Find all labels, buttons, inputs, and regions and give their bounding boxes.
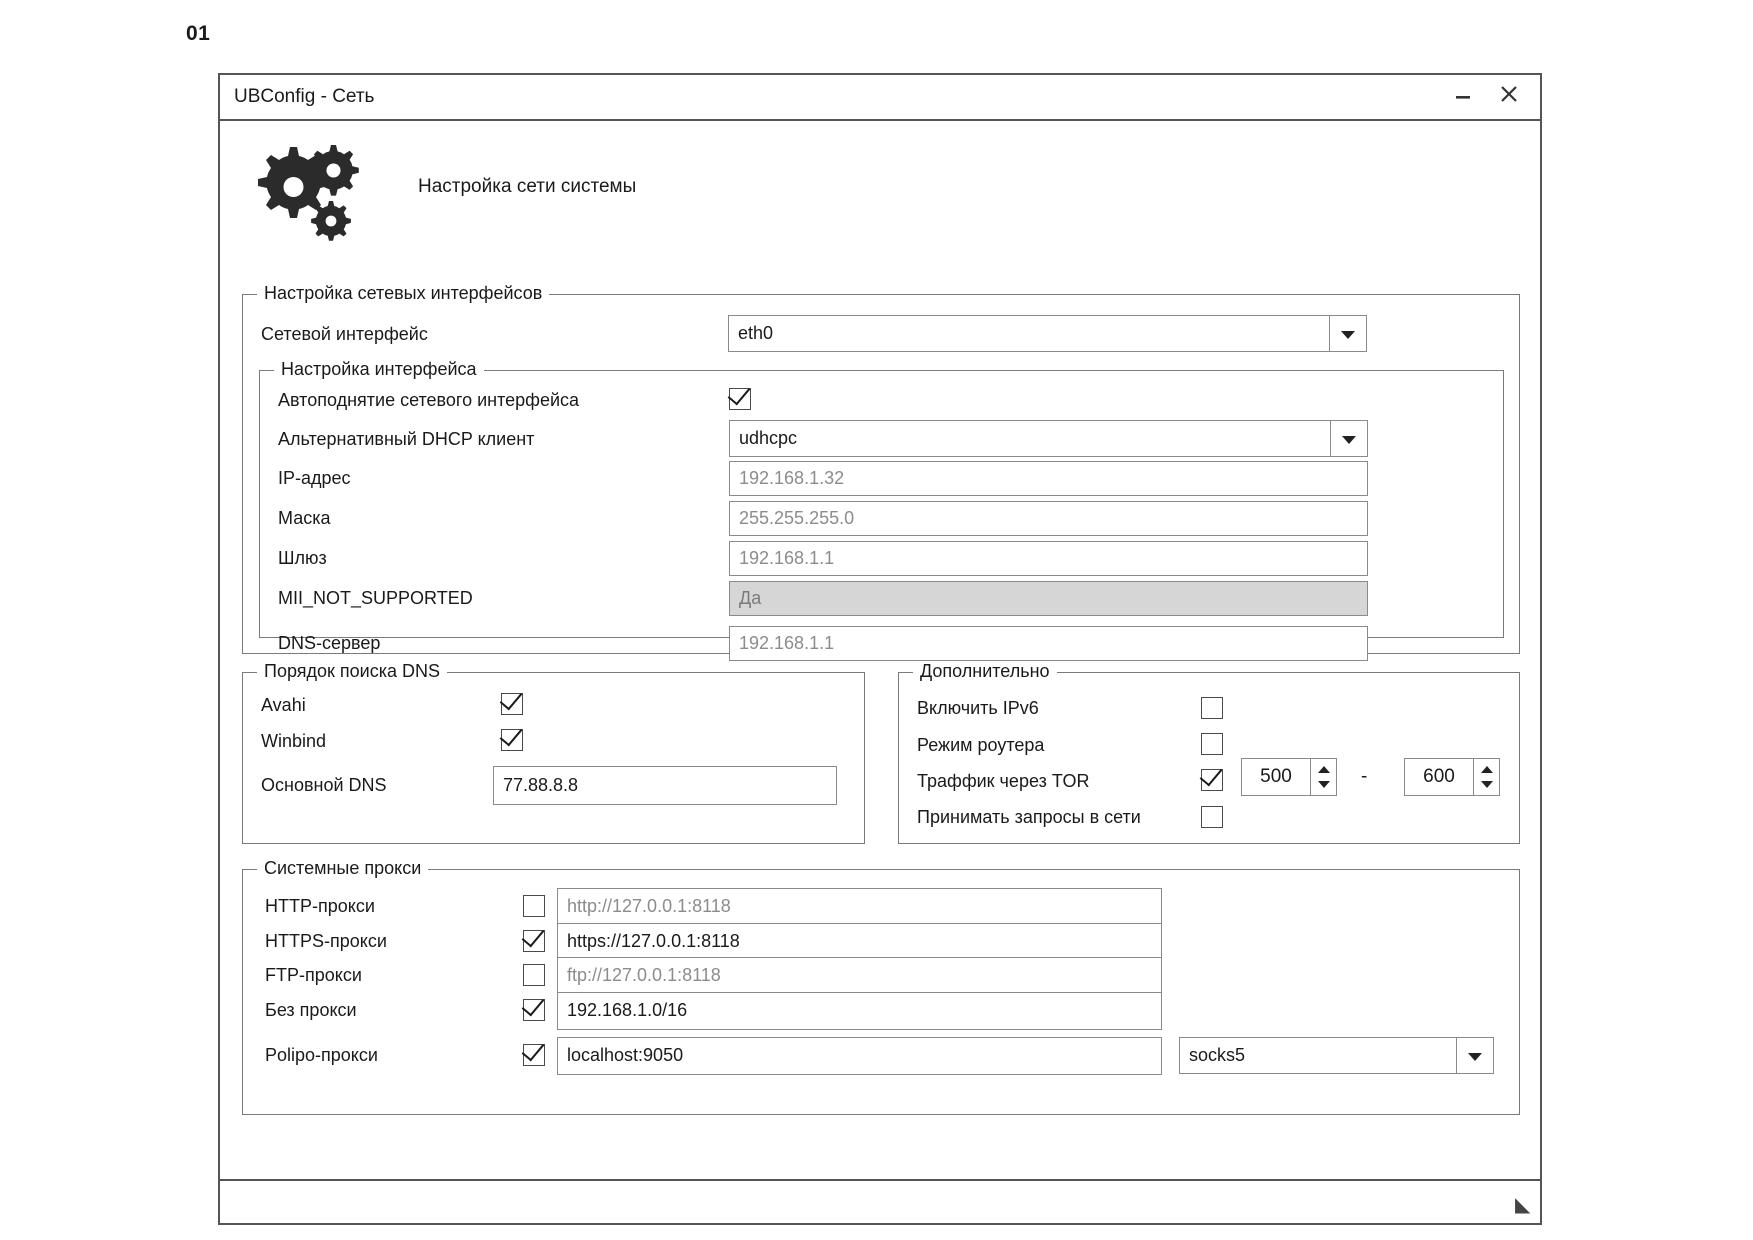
input-ftp-proxy[interactable]: ftp://127.0.0.1:8118 (557, 957, 1162, 995)
group-network-interfaces-legend: Настройка сетевых интерфейсов (257, 283, 549, 304)
label-tor-traffic: Траффик через TOR (917, 771, 1090, 791)
checkbox-avahi[interactable] (501, 693, 523, 715)
label-mask: Маска (278, 508, 331, 528)
title-bar (220, 75, 1540, 121)
combo-network-interface-value: eth0 (738, 323, 774, 343)
label-gateway: Шлюз (278, 548, 327, 568)
label-no-proxy: Без прокси (265, 1000, 357, 1020)
spinner-tor-port-from-value: 500 (1260, 766, 1292, 787)
status-bar (220, 1179, 1540, 1223)
combo-dhcp-client-value: udhcpc (739, 428, 798, 448)
spinner-tor-port-to[interactable] (1404, 758, 1500, 796)
group-additional (898, 661, 1520, 844)
input-https-proxy[interactable]: https://127.0.0.1:8118 (557, 923, 1162, 961)
checkbox-http-proxy[interactable] (523, 895, 545, 917)
close-icon[interactable] (1494, 83, 1524, 113)
label-accept-requests: Принимать запросы в сети (917, 807, 1141, 827)
group-network-interfaces (242, 283, 1520, 654)
label-autoup: Автоподнятие сетевого интерфейса (278, 390, 580, 410)
input-gateway[interactable]: 192.168.1.1 (729, 541, 1368, 576)
combo-network-interface[interactable] (728, 315, 1367, 352)
label-enable-ipv6: Включить IPv6 (917, 698, 1039, 718)
chevron-down-icon[interactable] (1329, 316, 1366, 351)
checkbox-accept-requests[interactable] (1201, 806, 1223, 828)
label-ip-address: IP-адрес (278, 468, 351, 488)
minimize-icon[interactable] (1448, 83, 1478, 113)
input-no-proxy[interactable]: 192.168.1.0/16 (557, 992, 1162, 1030)
chevron-down-icon[interactable] (1456, 1038, 1493, 1073)
group-interface-settings-legend: Настройка интерфейса (274, 359, 484, 380)
label-dns-server: DNS-сервер (278, 633, 381, 653)
input-main-dns[interactable]: 77.88.8.8 (493, 766, 837, 805)
tor-range-dash: - (1361, 766, 1368, 787)
input-ip-address[interactable]: 192.168.1.32 (729, 461, 1368, 496)
checkbox-no-proxy[interactable] (523, 999, 545, 1021)
group-interface-settings (259, 359, 1504, 653)
group-system-proxies (242, 858, 1520, 1115)
label-main-dns: Основной DNS (261, 775, 387, 795)
checkbox-ftp-proxy[interactable] (523, 964, 545, 986)
checkbox-autoup[interactable] (729, 388, 751, 410)
checkbox-tor-traffic[interactable] (1201, 769, 1223, 791)
label-dhcp-client: Альтернативный DHCP клиент (278, 429, 535, 449)
label-network-interface: Сетевой интерфейс (261, 324, 428, 344)
group-additional-legend: Дополнительно (913, 661, 1057, 682)
checkbox-router-mode[interactable] (1201, 733, 1223, 755)
checkbox-polipo-proxy[interactable] (523, 1044, 545, 1066)
label-winbind: Winbind (261, 731, 327, 751)
app-window (218, 73, 1542, 1225)
checkbox-winbind[interactable] (501, 729, 523, 751)
input-mii-not-supported: Да (729, 581, 1368, 616)
input-http-proxy[interactable]: http://127.0.0.1:8118 (557, 888, 1162, 926)
header-area (220, 121, 1540, 249)
spinner-tor-port-to-value: 600 (1423, 766, 1455, 787)
label-ftp-proxy: FTP-прокси (265, 965, 362, 985)
gears-icon (252, 139, 362, 244)
label-router-mode: Режим роутера (917, 735, 1045, 755)
label-avahi: Avahi (261, 695, 306, 715)
group-system-proxies-legend: Системные прокси (257, 858, 428, 879)
label-mii-not-supported: MII_NOT_SUPPORTED (278, 588, 473, 608)
spinner-tor-port-from[interactable] (1241, 758, 1337, 796)
page-number: 01 (186, 22, 211, 45)
label-polipo-proxy: Polipo-прокси (265, 1045, 378, 1065)
combo-dhcp-client[interactable] (729, 420, 1368, 457)
spinner-arrows-icon[interactable] (1473, 759, 1499, 795)
combo-polipo-type[interactable] (1179, 1037, 1494, 1074)
input-polipo-proxy[interactable]: localhost:9050 (557, 1037, 1162, 1075)
label-http-proxy: HTTP-прокси (265, 896, 375, 916)
group-dns-order (242, 661, 865, 844)
label-https-proxy: HTTPS-прокси (265, 931, 387, 951)
combo-polipo-type-value: socks5 (1189, 1045, 1246, 1065)
input-mask[interactable]: 255.255.255.0 (729, 501, 1368, 536)
chevron-down-icon[interactable] (1330, 421, 1367, 456)
header-caption: Настройка сети системы (418, 176, 637, 197)
resize-grip-icon[interactable]: ◢ (1514, 1194, 1530, 1216)
checkbox-enable-ipv6[interactable] (1201, 697, 1223, 719)
checkbox-https-proxy[interactable] (523, 930, 545, 952)
client-area (220, 121, 1540, 1181)
window-title: UBConfig - Сеть (234, 86, 375, 107)
group-dns-order-legend: Порядок поиска DNS (257, 661, 447, 682)
input-dns-server[interactable]: 192.168.1.1 (729, 626, 1368, 661)
spinner-arrows-icon[interactable] (1310, 759, 1336, 795)
